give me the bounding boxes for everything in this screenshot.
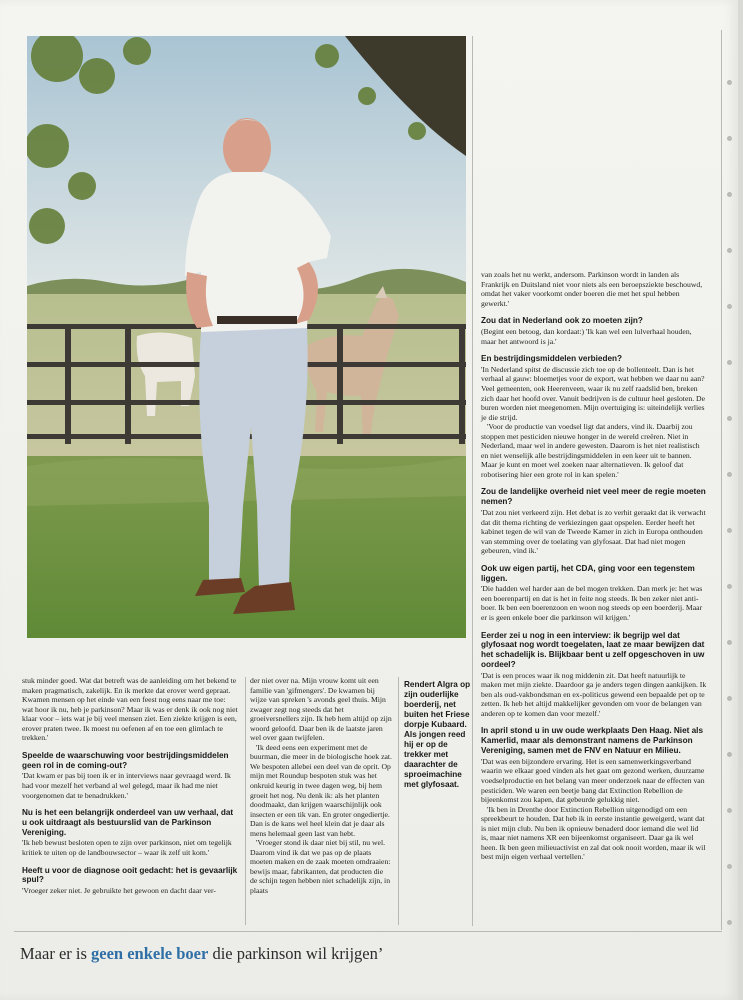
binding-holes xyxy=(727,0,735,1000)
pull-quote-before: Maar er is xyxy=(20,944,92,963)
question: En bestrijdingsmiddelen verbieden? xyxy=(481,354,623,364)
paragraph: der niet over na. Mijn vrouw komt uit een familie van 'gifmengers'. De kwamen bij wijze van spreken 's avonds geel thuis. Mijn zwager zegt nog steeds dat het groeiversnellers zijn. Ik heb hem altijd op zijn woord geloofd. Daar ben ik de laatste jaren wel over gaan twijfelen. xyxy=(250,676,392,743)
paragraph: van zoals het nu werkt, andersom. Parkinson wordt in landen als Frankrijk en Duitsland niet voor niets als een beroepsziekte beschouwd, omdat het vaker voorkomt onder boeren die met het spul hebben gewerkt.' xyxy=(481,270,703,308)
answer: 'Dat is een proces waar ik nog middenin zit. Dat heeft natuurlijk te maken met mijn ziekte. Daardoor ga je anders tegen dingen aankijken. Ik ben als oud-vakbondsman en ex-politicus gewend een bepaalde pet op te zetten. Ik heb het altijd makkelijker gevonden om voor de belangen van anderen op te komen dan voor mezelf.' xyxy=(481,670,707,718)
page-rule-right xyxy=(721,30,722,930)
column-rule xyxy=(472,36,473,926)
portrait-photo xyxy=(27,36,466,638)
answer: 'Dat kwam er pas bij toen ik er in interviews naar gevraagd werd. Ik had voor mezelf het verband al wel gelegd, maar ik had me niet voorgenomen dat te benadrukken.' xyxy=(22,771,231,800)
paragraph: 'Ik deed eens een experiment met de buurman, die meer in de biologische hoek zat. We bespoten allebei een deel van de oprit. Op mijn met Roundup bespoten stuk was het onkruid keurig in twee dagen weg, bij hem groeit het nog. Nu denk ik: als het planten doodmaakt, dan krijgen waarschijnlijk ook insecten er een tik van. En groter ongediertje. Dan is de kans wel heel klein dat je daar als mens helemaal geen last van hebt. xyxy=(250,742,392,838)
question: Ook uw eigen partij, het CDA, ging voor een tegenstem liggen. xyxy=(481,563,695,583)
question: Heeft u voor de diagnose ooit gedacht: het is gevaarlijk spul? xyxy=(22,865,238,885)
answer: 'In Nederland spitst de discussie zich toe op de bollenteelt. Dan is het verhaal al gauw: bloemetjes voor de export, wat hebben we daar nu aan? Veel gemeenten, ook Heerenveen, waar ik nu zelf raadslid ben, breken zich daar het hoofd over. Vanuit bedrijven is de cultuur heel gesloten. De buren worden niet meegenomen. Mijn overtuiging is: uiteindelijk verlies je die strijd. xyxy=(481,364,706,422)
column-rule xyxy=(398,677,399,925)
paragraph: stuk minder goed. Wat dat betreft was de aanleiding om het bekend te maken pragmatisch, zakelijk. En ik merkte dat erover werd gepraat. Kwamen mensen op het einde van een feest nog eens naar me toe: wat hoor ik nu, heb je parkinson? Maar ik was er denk ik ook nog niet klaar voor – iets wat je bij veel mensen ziet. Een ziekte krijgen is een, erover praten twee. Ik moest nu oefenen af en toe een glimlach te trekken.' xyxy=(22,676,238,743)
answer: 'Voor de productie van voedsel ligt dat anders, vind ik. Daarbij zou stoppen met pesticiden nieuwe honger in de wereld creëren. Niet in Nederland, maar wel in andere gewesten. Daarom is het niet realistisch en niet wenselijk alle bestrijdingsmiddelen in een keer uit te bannen. Maar je kunt en moet wel zoeken naar alternatieven. Ik geloof dat robotisering hier een grote rol in kan spelen.' xyxy=(481,422,700,479)
answer: 'Dat zou niet verkeerd zijn. Het debat is zo verhit geraakt dat ik verwacht dat dit thema richting de verkiezingen gaat opspelen. Eerder heeft het kabinet tegen de wil van de Tweede Kamer in zich in Europa onthouden van stemming over de toelating van glyfosaat. Dat had niet mogen gebeuren, vind ik.' xyxy=(481,508,706,556)
pull-quote-accent: geen enkele boer xyxy=(91,944,209,963)
farm-photo-illustration xyxy=(27,36,466,638)
question: In april stond u in uw oude werkplaats Den Haag. Niet als Kamerlid, maar als demonstrant namens de Parkinson Vereniging, samen met de FNV en Natuur en Milieu. xyxy=(481,726,704,756)
column-rule xyxy=(245,677,246,925)
answer: (Begint een betoog, dan kordaat:) 'Ik kan wel een lulverhaal houden, maar het antwoord is ja.' xyxy=(481,326,692,346)
answer: 'Dat was een bijzondere ervaring. Het is een samenwerkingsverband waarin we elkaar goed vinden als het gaat om gezond werken, duurzame voedselproductie en het belang van meer onderzoek naar de effecten van pesticiden. We waren een beetje bang dat Extinction Rebellion de bijeenkomst zou kapen, dat gebeurde gelukkig niet. xyxy=(481,756,705,805)
paragraph: 'Vroeger stond ik daar niet bij stil, nu wel. Daarom vind ik dat we pas op de plaats moeten maken en de zaak moeten omdraaien: bewijs maar, fabrikanten, dat producten die de schijn tegen hebben niet schadelijk zijn, in plaats xyxy=(250,838,391,896)
article-column-right xyxy=(481,270,707,862)
article-column-1 xyxy=(22,676,238,896)
answer: 'Vroeger zeker niet. Je gebruikte het gewoon en dacht daar ver- xyxy=(22,886,216,896)
bottom-rule xyxy=(14,931,722,932)
question: Eerder zei u nog in een interview: ik begrijp wel dat glyfosaat nog wordt toegelaten, laat ze maar bewijzen dat het schadelijk is. Blijkbaar bent u zelf opgeschoven in uw oordeel? xyxy=(481,630,705,669)
answer: 'Ik heb bewust besloten open te zijn over parkinson, niet om tegelijk kritiek te uiten op de landbouwsector – waar ik zelf uit kom.' xyxy=(22,838,232,857)
answer: 'Ik ben in Drenthe door Extinction Rebellion uitgenodigd om een spreekbeurt te houden. Dat heb ik in eerste instantie geweigerd, want dat is niet mijn club. Nu ben ik opnieuw benaderd door iemand die wel lid is, maar niet namens XR een bijeenkomst organiseert. Daar ga ik wel heen. Ik ben geen milieuactivist en zal dat ook nooit worden, maar ik wil best mijn eigen verhaal vertellen.' xyxy=(481,804,706,862)
photo-caption: Rendert Algra op zijn ouderlijke boerderij, net buiten het Friese dorpje Kubaard. Als jongen reed hij er op de trekker met daarachter de sproeimachine met glyfosaat. xyxy=(404,680,471,789)
question: Speelde de waarschuwing voor bestrijdingsmiddelen geen rol in de coming-out? xyxy=(22,750,229,770)
question: Nu is het een belangrijk onderdeel van uw verhaal, dat u ook uitdraagt als bestuurslid van de Parkinson Vereniging. xyxy=(22,808,234,837)
question: Zou dat in Nederland ook zo moeten zijn? xyxy=(481,316,643,326)
article-column-2 xyxy=(250,676,392,896)
answer: 'Die hadden wel harder aan de bel mogen trekken. Dan merk je: het was een boerenpartij en dat is het in feite nog steeds. Ik ben zeker niet anti-boer. Ik ben een boerenzoon en woon nog steeds op een boerderij. Maar er is geen enkele boer die parkinson wil krijgen.' xyxy=(481,584,703,622)
question: Zou de landelijke overheid niet veel meer de regie moeten nemen? xyxy=(481,487,706,507)
pull-quote xyxy=(20,944,383,964)
pull-quote-after: die parkinson wil krijgen’ xyxy=(208,944,384,963)
